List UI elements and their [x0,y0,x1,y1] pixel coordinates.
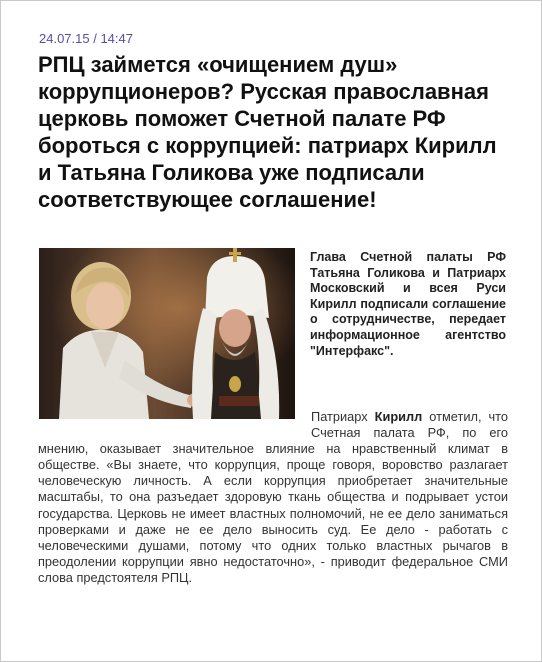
article-lead [310,250,506,359]
body-paragraph: отметил, что Счетная палата РФ, по его мнению, оказывает значительное влияние на нравственный климат в обществе. «Вы знаете, что коррупция, проще говоря, воровство разлагает человеческую личность. А если коррупция приобретает значительные масштабы, то она разъедает здоровую ткань общества и подрывает устои государства. Церковь не имеет властных полномочий, не ее дело заниматься проверками и даже не ее дело выносить суд. Ее дело - работать с человеческими душами, потому что одних только властных рычагов в преодолении коррупции явно недостаточно», - приводит федеральное СМИ слова предстоятеля РПЦ. [38,409,508,585]
article-date: 24.07.15 / 14:47 [39,31,133,46]
body-prefix: Патриарх [311,409,368,424]
photo-text-wrap-spacer [38,409,311,439]
lead-source: "Интерфакс". [310,343,394,358]
body-patriarch-name: Кирилл [374,409,423,424]
lead-text: Глава Счетной палаты РФ Татьяна Голикова и Патриарх Московский и всея Руси Кирилл подписали соглашение о сотрудничестве, передает информационное агентство [310,250,506,342]
article-photo[interactable] [39,248,295,419]
article-body [38,409,508,586]
article-title[interactable]: РПЦ займется «очищением душ» коррупционеров? Русская православная церковь поможет Счетной палате РФ бороться с коррупцией: патриарх Кирилл и Татьяна Голикова уже подписали соответствующее соглашение! [38,52,497,212]
photo-illustration [39,248,295,419]
